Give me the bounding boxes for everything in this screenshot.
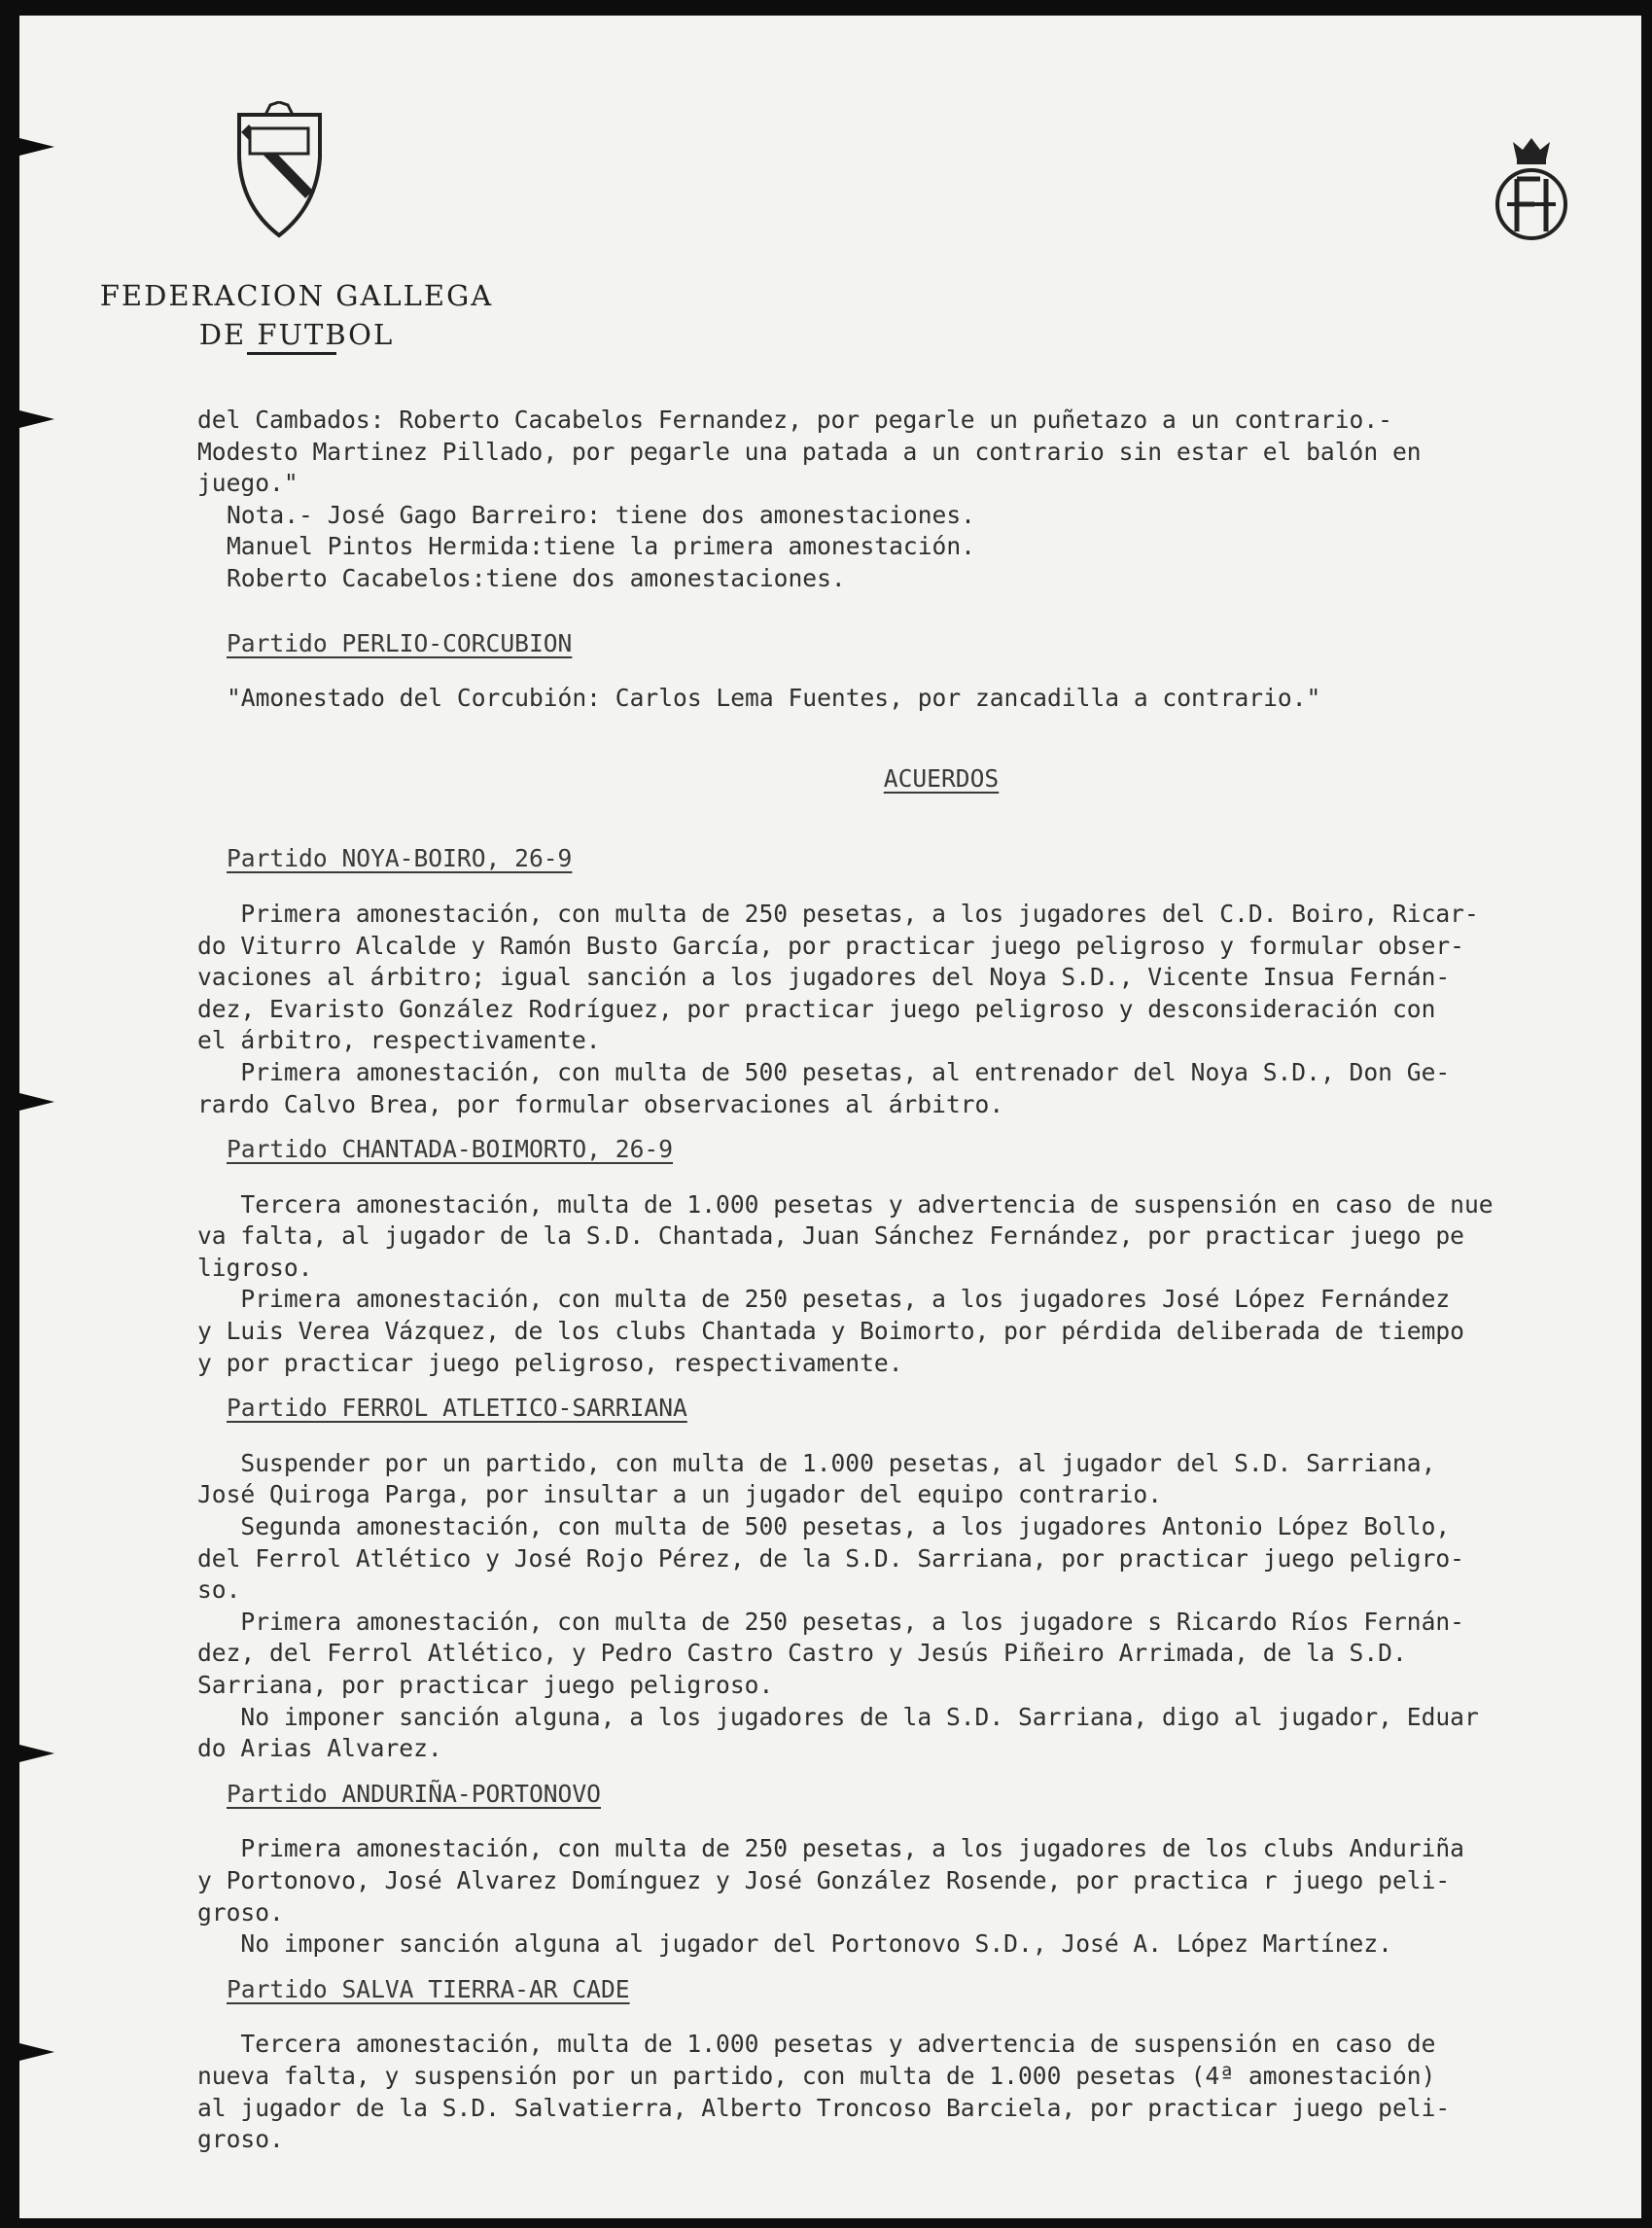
section-heading <box>197 763 1627 796</box>
paragraph <box>197 683 1627 715</box>
text-line: groso. <box>197 1897 284 1927</box>
text-line: "Amonestado del Corcubión: Carlos Lema Fuentes, por zancadilla a contrario." <box>227 684 1321 713</box>
text-line: y Portonovo, José Alvarez Domínguez y José González Rosende, por practica r juego peli- <box>197 1865 1451 1894</box>
text-line: Partido ANDURIÑA-PORTONOVO <box>227 1779 601 1808</box>
text-line: Roberto Cacabelos:tiene dos amonestaciones. <box>227 563 846 592</box>
text-line: nueva falta, y suspensión por un partido, con multa de 1.000 pesetas (4ª amonestación) <box>197 2061 1436 2090</box>
punch-hole <box>19 138 54 156</box>
text-line: No imponer sanción alguna, a los jugadores de la S.D. Sarriana, digo al jugador, Eduar <box>197 1702 1479 1731</box>
text-line: Partido CHANTADA-BOIMORTO, 26-9 <box>227 1135 674 1164</box>
text-line: Primera amonestación, con multa de 250 pesetas, a los jugadores de los clubs Anduriña <box>197 1834 1464 1863</box>
text-line: No imponer sanción alguna al jugador del Portonovo S.D., José A. López Martínez. <box>197 1929 1392 1959</box>
text-line: do Arias Alvarez. <box>197 1734 442 1763</box>
text-line: Primera amonestación, con multa de 250 pesetas, a los jugadore s Ricardo Ríos Fernán- <box>197 1607 1464 1636</box>
text-line: dez, Evaristo González Rodríguez, por practicar juego peligroso y desconsideración con <box>197 994 1436 1023</box>
text-line: Primera amonestación, con multa de 500 pesetas, al entrenador del Noya S.D., Don Ge- <box>197 1057 1451 1086</box>
paragraph <box>197 1448 1627 1765</box>
text-line: dez, del Ferrol Atlético, y Pedro Castro Castro y Jesús Piñeiro Arrimada, de la S.D. <box>197 1639 1407 1668</box>
text-line: Partido FERROL ATLETICO-SARRIANA <box>227 1394 687 1423</box>
paragraph <box>197 2029 1627 2155</box>
punch-hole <box>19 410 54 428</box>
text-line: Partido SALVA TIERRA-AR CADE <box>227 1974 630 2003</box>
text-line: al jugador de la S.D. Salvatierra, Alberto Troncoso Barciela, por practicar juego peli- <box>197 2093 1451 2122</box>
text-line: ACUERDOS <box>883 763 1000 793</box>
paragraph <box>197 1189 1627 1380</box>
text-line: juego." <box>197 469 299 498</box>
letterhead-rule <box>247 352 336 355</box>
text-line: del Ferrol Atlético y José Rojo Pérez, de la S.D. Sarriana, por practicar juego peligro- <box>197 1543 1464 1573</box>
text-line: Nota.- José Gago Barreiro: tiene dos amonestaciones. <box>227 500 975 529</box>
document-body <box>197 405 1627 2156</box>
punch-hole <box>19 1093 54 1111</box>
text-line: Sarriana, por practicar juego peligroso. <box>197 1671 774 1699</box>
paragraph <box>197 899 1627 1120</box>
paragraph <box>197 1833 1627 1960</box>
text-line: y por practicar juego peligroso, respectivamente. <box>197 1348 903 1377</box>
section-heading <box>197 1134 1627 1166</box>
text-line: del Cambados: Roberto Cacabelos Fernandez, por pegarle un puñetazo a un contrario.- <box>197 406 1392 434</box>
text-line: ligroso. <box>197 1253 313 1282</box>
paragraph <box>197 405 1627 500</box>
federation-shield-logo <box>233 101 326 242</box>
text-line: Primera amonestación, con multa de 250 pesetas, a los jugadores del C.D. Boiro, Ricar- <box>197 899 1479 928</box>
text-line: y Luis Verea Vázquez, de los clubs Chantada y Boimorto, por pérdida deliberada de tiempo <box>197 1317 1464 1346</box>
section-heading <box>197 843 1627 875</box>
text-line: vaciones al árbitro; igual sanción a los jugadores del Noya S.D., Vicente Insua Fernán- <box>197 963 1451 992</box>
paragraph <box>197 500 1627 595</box>
text-line: Manuel Pintos Hermida:tiene la primera amonestación. <box>227 532 975 561</box>
section-heading <box>197 628 1627 660</box>
text-line: rardo Calvo Brea, por formular observaciones al árbitro. <box>197 1089 1004 1118</box>
punch-hole <box>19 2043 54 2061</box>
royal-crest-logo <box>1492 134 1571 243</box>
text-line: groso. <box>197 2125 284 2154</box>
punch-hole <box>19 1745 54 1762</box>
text-line: Partido PERLIO-CORCUBION <box>227 628 573 657</box>
section-heading <box>197 1974 1627 2006</box>
text-line: Modesto Martinez Pillado, por pegarle una patada a un contrario sin estar el balón en <box>197 437 1422 466</box>
organization-name-line1: FEDERACION GALLEGA <box>99 279 494 312</box>
text-line: Suspender por un partido, con multa de 1.000 pesetas, al jugador del S.D. Sarriana, <box>197 1448 1436 1477</box>
text-line: so. <box>197 1575 241 1605</box>
text-line: Segunda amonestación, con multa de 500 pesetas, a los jugadores Antonio López Bollo, <box>197 1512 1451 1541</box>
text-line: va falta, al jugador de la S.D. Chantada, Juan Sánchez Fernández, por practicar juego pe <box>197 1221 1464 1251</box>
section-heading <box>197 1779 1627 1811</box>
section-heading <box>197 1393 1627 1425</box>
text-line: Partido NOYA-BOIRO, 26-9 <box>227 844 573 873</box>
text-line: Tercera amonestación, multa de 1.000 pesetas y advertencia de suspensión en caso de <box>197 2030 1436 2059</box>
document-page <box>19 16 1641 2218</box>
text-line: Primera amonestación, con multa de 250 pesetas, a los jugadores José López Fernández <box>197 1285 1451 1314</box>
organization-name-line2: DE FUTBOL <box>198 318 395 351</box>
text-line: José Quiroga Parga, por insultar a un jugador del equipo contrario. <box>197 1480 1163 1509</box>
text-line: Tercera amonestación, multa de 1.000 pesetas y advertencia de suspensión en caso de nue <box>197 1189 1494 1219</box>
organization-name <box>92 276 501 354</box>
text-line: el árbitro, respectivamente. <box>197 1026 601 1055</box>
text-line: do Viturro Alcalde y Ramón Busto García, por practicar juego peligroso y formular obser- <box>197 931 1464 960</box>
